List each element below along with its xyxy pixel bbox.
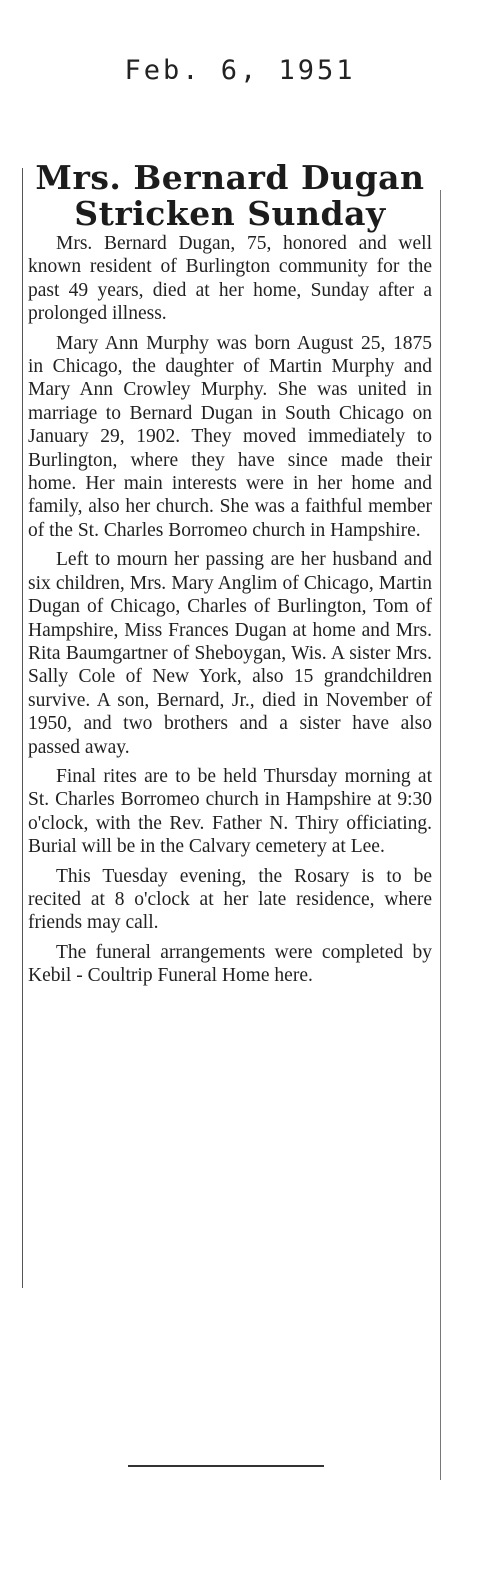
headline [28, 160, 432, 232]
article-body [28, 232, 432, 988]
clipping-date: Feb. 6, 1951 [124, 55, 356, 86]
headline-line-1: Mrs. Bernard Dugan [35, 158, 425, 197]
obituary-column [28, 160, 432, 994]
paragraph-funeral-home: The funeral arrangements were completed by Kebil - Coultrip Funeral Home here. [28, 941, 432, 987]
column-rule-left [22, 168, 23, 1288]
paragraph-announcement: Mrs. Bernard Dugan, 75, honored and well known resident of Burlington community for the past 49 years, died at her home, Sunday after a prolonged illness. [28, 233, 432, 325]
column-rule-right [440, 190, 441, 1480]
end-rule [128, 1465, 324, 1467]
paragraph-rosary: This Tuesday evening, the Rosary is to be recited at 8 o'clock at her late residence, where friends may call. [28, 865, 432, 934]
headline-line-2: Stricken Sunday [74, 194, 386, 233]
paragraph-final-rites: Final rites are to be held Thursday morning at St. Charles Borromeo church in Hampshire at 9:30 o'clock, with the Rev. Father N. Thiry officiating. Burial will be in the Calvary cemetery at Lee. [28, 765, 432, 858]
paragraph-survivors: Left to mourn her passing are her husband and six children, Mrs. Mary Anglim of Chicago, Martin Dugan of Chicago, Charles of Burlington, Tom of Hampshire, Miss Frances Dugan at home and Mrs. Rita Baumgartner of Sheboygan, Wis. A sister Mrs. Sally Cole of New York, also 15 grandchildren survive. A son, Bernard, Jr., died in November of 1950, and two brothers and a sister have also passed away. [28, 549, 432, 758]
paragraph-biography: Mary Ann Murphy was born August 25, 1875 in Chicago, the daughter of Martin Murphy and Mary Ann Crowley Murphy. She was united in marriage to Bernard Dugan in South Chicago on January 29, 1902. They moved immediately to Burlington, where they have since made their home. Her main interests were in her home and family, also her church. She was a faithful member of the St. Charles Borromeo church in Hampshire. [28, 332, 432, 541]
